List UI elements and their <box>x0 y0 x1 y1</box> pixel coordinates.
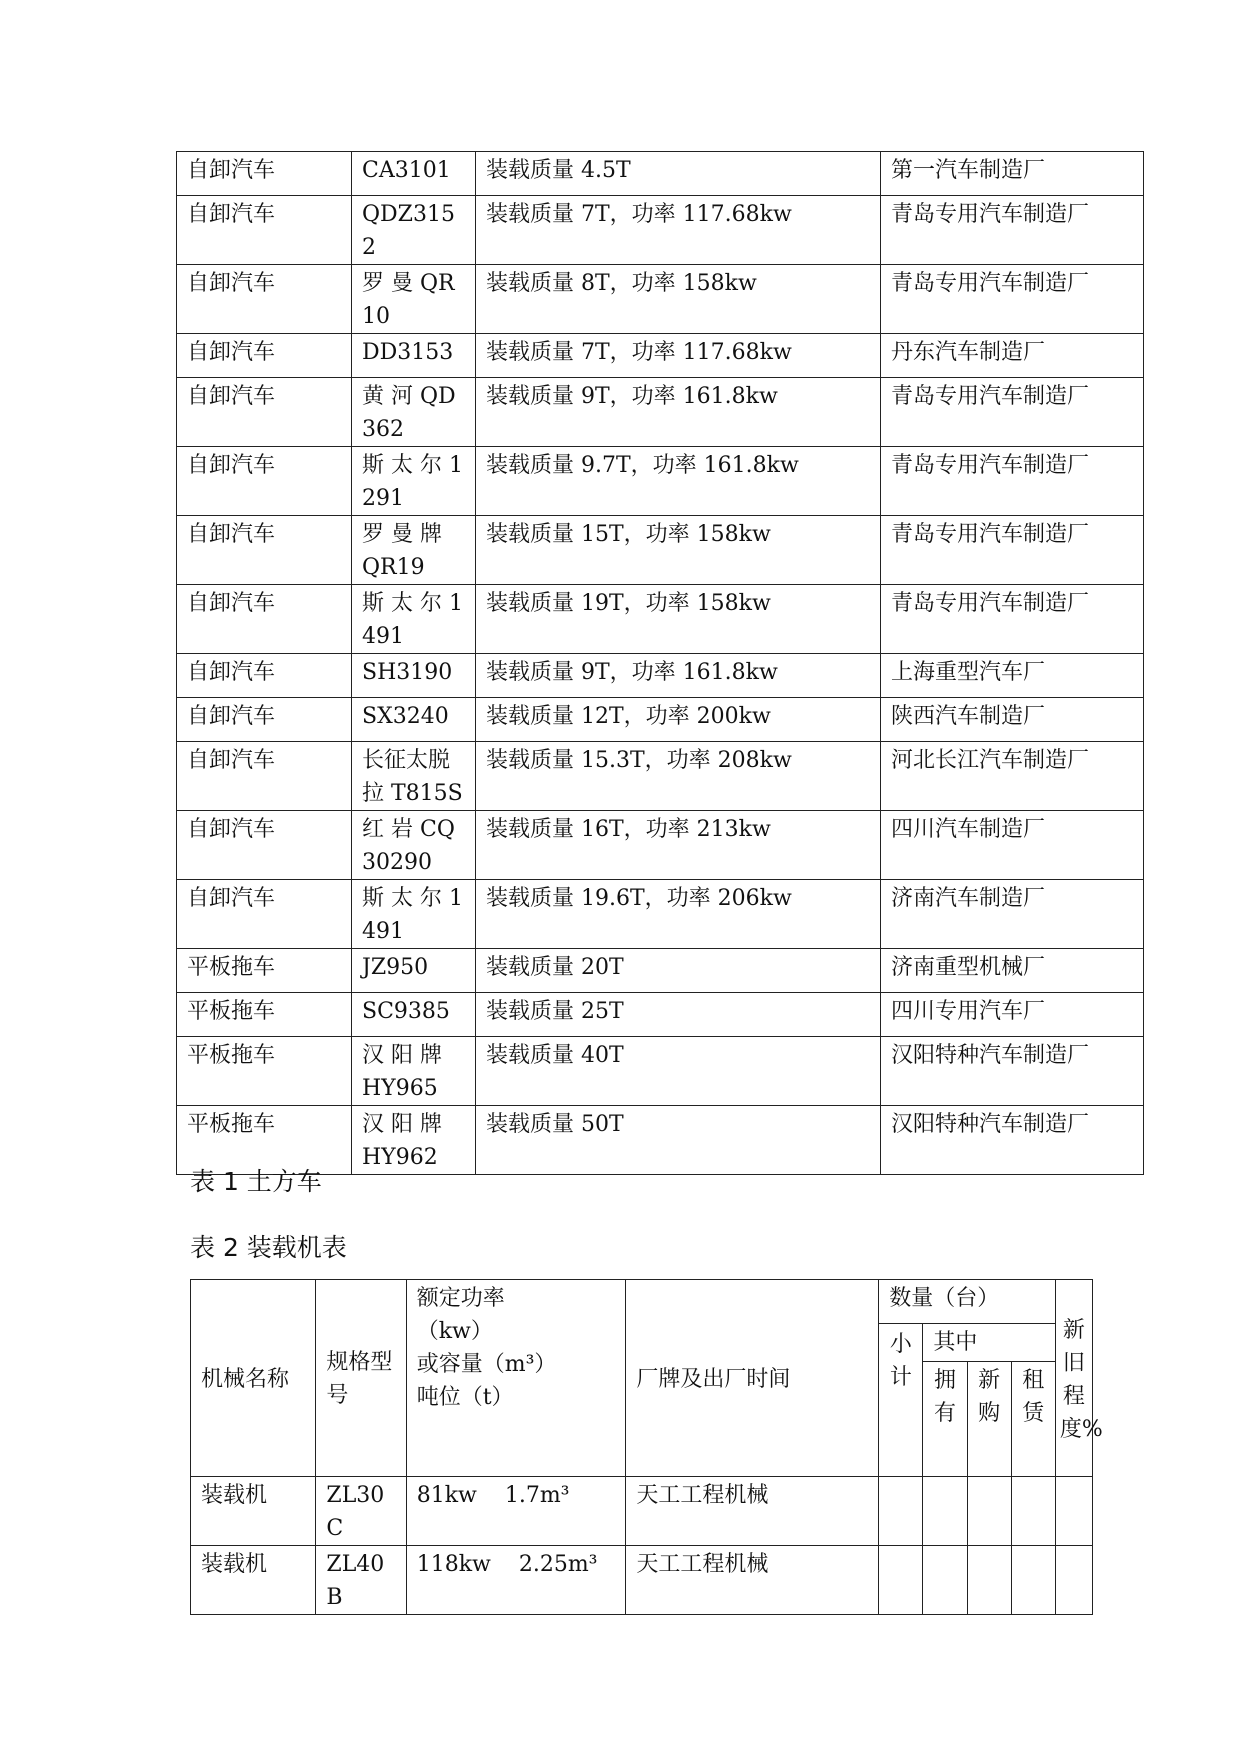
cell-model: DD3153 <box>352 334 476 378</box>
cell-spec: 装载质量 40T <box>476 1037 881 1106</box>
cell-subtotal <box>879 1546 923 1615</box>
cell-model: QDZ3152 <box>352 196 476 265</box>
cell-name: 平板拖车 <box>177 949 352 993</box>
cell-condition <box>1055 1477 1092 1546</box>
cell-name: 自卸汽车 <box>177 654 352 698</box>
cell-maker: 青岛专用汽车制造厂 <box>881 516 1144 585</box>
table2-caption: 表 2 装载机表 <box>190 1233 347 1262</box>
cell-spec: 装载质量 20T <box>476 949 881 993</box>
table-row <box>191 1546 1093 1615</box>
cell-lease <box>1011 1546 1055 1615</box>
cell-model: 黄 河 QD362 <box>352 378 476 447</box>
cell-maker: 济南汽车制造厂 <box>881 880 1144 949</box>
cell-maker: 四川专用汽车厂 <box>881 993 1144 1037</box>
cell-model: 斯 太 尔 1491 <box>352 585 476 654</box>
cell-model: SX3240 <box>352 698 476 742</box>
cell-maker: 丹东汽车制造厂 <box>881 334 1144 378</box>
cell-spec: 装载质量 9T，功率 161.8kw <box>476 378 881 447</box>
cell-maker: 青岛专用汽车制造厂 <box>881 447 1144 516</box>
cell-model: 罗 曼 QR10 <box>352 265 476 334</box>
cell-model: 红 岩 CQ30290 <box>352 811 476 880</box>
header-new-buy: 新购 <box>967 1362 1011 1477</box>
cell-name: 自卸汽车 <box>177 447 352 516</box>
cell-name: 自卸汽车 <box>177 742 352 811</box>
cell-spec: 装载质量 12T，功率 200kw <box>476 698 881 742</box>
cell-new-buy <box>967 1546 1011 1615</box>
cell-model: ZL30C <box>316 1477 406 1546</box>
cell-maker: 济南重型机械厂 <box>881 949 1144 993</box>
table-row <box>177 949 1144 993</box>
cell-maker: 陕西汽车制造厂 <box>881 698 1144 742</box>
cell-model: 长征太脱拉 T815S <box>352 742 476 811</box>
cell-spec: 装载质量 19T，功率 158kw <box>476 585 881 654</box>
table-row <box>177 516 1144 585</box>
header-lease: 租赁 <box>1011 1362 1055 1477</box>
cell-model: CA3101 <box>352 152 476 196</box>
cell-condition <box>1055 1546 1092 1615</box>
table-row <box>191 1477 1093 1546</box>
cell-spec: 装载质量 25T <box>476 993 881 1037</box>
table1-caption: 表 1 土方车 <box>190 1167 322 1196</box>
table-row <box>177 742 1144 811</box>
header-qty: 数量（台） <box>879 1280 1056 1324</box>
cell-subtotal <box>879 1477 923 1546</box>
cell-model: 罗 曼 牌 QR19 <box>352 516 476 585</box>
cell-model: 斯 太 尔 1491 <box>352 880 476 949</box>
header-maker: 厂牌及出厂时间 <box>626 1280 879 1477</box>
cell-name: 自卸汽车 <box>177 334 352 378</box>
header-power-l1: 额定功率 <box>416 1286 505 1311</box>
header-power-l4: 吨位（t） <box>416 1385 514 1410</box>
earth-truck-table <box>176 151 1144 1175</box>
cell-model: 汉 阳 牌 HY965 <box>352 1037 476 1106</box>
cell-name: 自卸汽车 <box>177 152 352 196</box>
table-row <box>177 993 1144 1037</box>
cell-maker: 青岛专用汽车制造厂 <box>881 585 1144 654</box>
loader-table <box>190 1279 1103 1615</box>
cell-maker: 青岛专用汽车制造厂 <box>881 378 1144 447</box>
cell-spec: 装载质量 50T <box>476 1106 881 1175</box>
table-row <box>177 880 1144 949</box>
cell-maker: 第一汽车制造厂 <box>881 152 1144 196</box>
header-among: 其中 <box>923 1324 1055 1362</box>
cell-maker: 汉阳特种汽车制造厂 <box>881 1037 1144 1106</box>
cell-maker: 上海重型汽车厂 <box>881 654 1144 698</box>
header-subtotal <box>879 1324 923 1477</box>
header-owned: 拥有 <box>923 1362 967 1477</box>
cell-spec: 装载质量 16T，功率 213kw <box>476 811 881 880</box>
table-row <box>177 196 1144 265</box>
cell-model: JZ950 <box>352 949 476 993</box>
cell-name: 自卸汽车 <box>177 811 352 880</box>
header-condition: 新旧程度% <box>1055 1280 1092 1477</box>
cell-maker: 河北长江汽车制造厂 <box>881 742 1144 811</box>
header-subtotal-text: 小计 <box>889 1332 912 1390</box>
cell-maker: 青岛专用汽车制造厂 <box>881 196 1144 265</box>
cell-maker: 天工工程机械 <box>626 1477 879 1546</box>
cell-name: 自卸汽车 <box>177 516 352 585</box>
header-power-l2: （kw） <box>416 1319 493 1344</box>
cell-model: SC9385 <box>352 993 476 1037</box>
cell-spec: 装载质量 7T，功率 117.68kw <box>476 196 881 265</box>
cell-model: SH3190 <box>352 654 476 698</box>
cell-model: ZL40B <box>316 1546 406 1615</box>
cell-lease <box>1011 1477 1055 1546</box>
header-model: 规格型号 <box>316 1280 406 1477</box>
cell-maker: 四川汽车制造厂 <box>881 811 1144 880</box>
table-row <box>177 585 1144 654</box>
table-row <box>177 265 1144 334</box>
table-row <box>177 811 1144 880</box>
table-row <box>177 447 1144 516</box>
cell-name: 自卸汽车 <box>177 378 352 447</box>
cell-model: 汉 阳 牌 HY962 <box>352 1106 476 1175</box>
cell-name: 自卸汽车 <box>177 196 352 265</box>
table-row <box>177 1037 1144 1106</box>
cell-name: 平板拖车 <box>177 1037 352 1106</box>
cell-name: 装载机 <box>191 1477 316 1546</box>
header-power <box>406 1280 626 1477</box>
table-row <box>177 152 1144 196</box>
cell-spec: 装载质量 9.7T，功率 161.8kw <box>476 447 881 516</box>
cell-spec: 装载质量 8T，功率 158kw <box>476 265 881 334</box>
cell-name: 装载机 <box>191 1546 316 1615</box>
cell-name: 平板拖车 <box>177 1106 352 1175</box>
cell-spec: 装载质量 15T，功率 158kw <box>476 516 881 585</box>
cell-model: 斯 太 尔 1291 <box>352 447 476 516</box>
cell-owned <box>923 1477 967 1546</box>
cell-name: 自卸汽车 <box>177 698 352 742</box>
header-name: 机械名称 <box>191 1280 316 1477</box>
cell-name: 平板拖车 <box>177 993 352 1037</box>
table-row <box>177 378 1144 447</box>
cell-name: 自卸汽车 <box>177 265 352 334</box>
cell-spec: 装载质量 7T，功率 117.68kw <box>476 334 881 378</box>
cell-owned <box>923 1546 967 1615</box>
cell-name: 自卸汽车 <box>177 585 352 654</box>
cell-spec: 装载质量 4.5T <box>476 152 881 196</box>
cell-spec: 装载质量 15.3T，功率 208kw <box>476 742 881 811</box>
cell-spec: 装载质量 9T，功率 161.8kw <box>476 654 881 698</box>
cell-new-buy <box>967 1477 1011 1546</box>
table-row <box>177 698 1144 742</box>
cell-name: 自卸汽车 <box>177 880 352 949</box>
cell-power: 81kw 1.7m³ <box>406 1477 626 1546</box>
cell-maker: 天工工程机械 <box>626 1546 879 1615</box>
header-power-l3: 或容量（m³） <box>416 1352 557 1377</box>
cell-maker: 青岛专用汽车制造厂 <box>881 265 1144 334</box>
cell-power: 118kw 2.25m³ <box>406 1546 626 1615</box>
cell-spec: 装载质量 19.6T，功率 206kw <box>476 880 881 949</box>
table-row <box>177 334 1144 378</box>
cell-maker: 汉阳特种汽车制造厂 <box>881 1106 1144 1175</box>
table-row <box>177 654 1144 698</box>
